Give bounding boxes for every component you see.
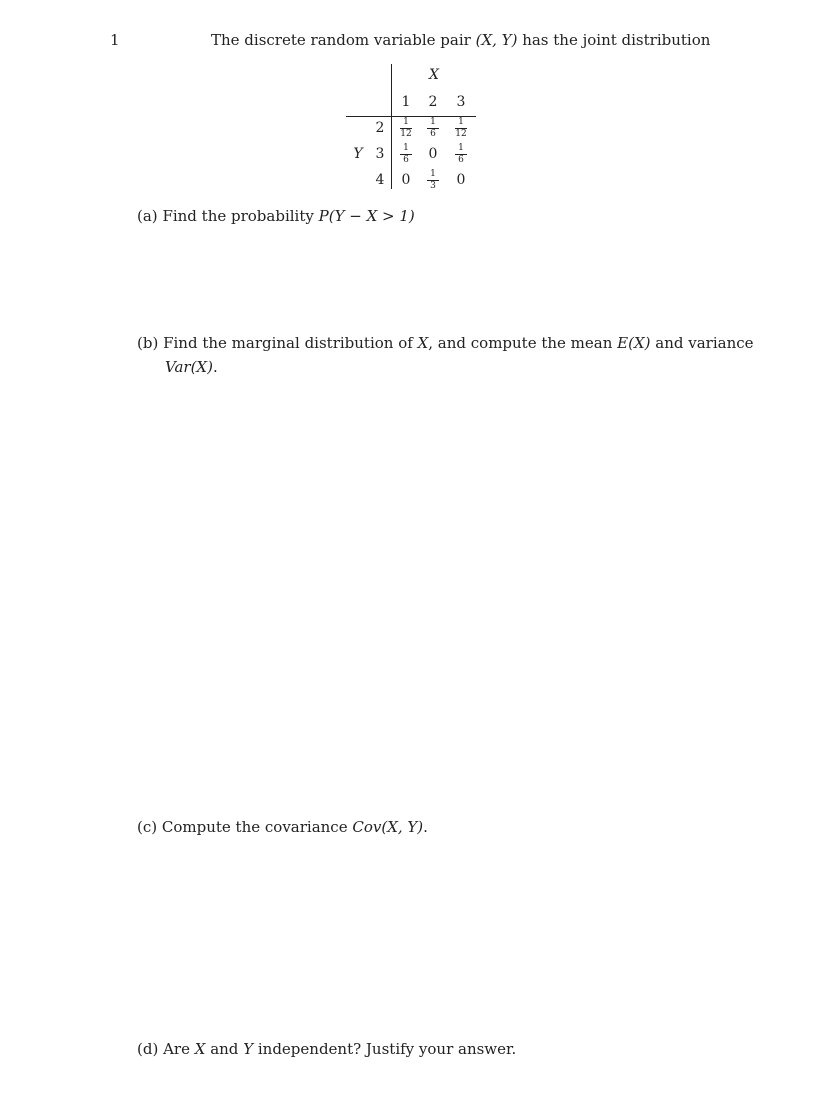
part-d-text3: independent? Justify your answer. xyxy=(253,1040,517,1058)
joint-distribution-table xyxy=(0,0,834,200)
table-vertical-rule xyxy=(391,64,392,189)
part-b-text3: and variance xyxy=(650,334,754,352)
part-c-end: . xyxy=(423,818,428,836)
cell-denominator: 6 xyxy=(430,129,436,139)
cell-y3-x2: 0 xyxy=(428,146,438,162)
cell-numerator: 1 xyxy=(458,117,464,127)
x-value-1: 1 xyxy=(401,94,411,110)
part-b-label: (b) xyxy=(137,334,159,352)
part-a-label: (a) xyxy=(137,207,158,225)
y-axis-label: Y xyxy=(353,146,363,162)
y-value-4: 4 xyxy=(375,172,385,188)
cell-y2-x1 xyxy=(395,118,417,139)
part-b-math1: X xyxy=(417,334,429,352)
cell-denominator: 3 xyxy=(430,181,436,191)
part-a xyxy=(137,207,415,225)
cell-y3-x1 xyxy=(395,144,417,165)
part-d-math1: X xyxy=(194,1040,206,1058)
part-b-math2: E(X) xyxy=(617,334,651,352)
part-b-continuation xyxy=(165,358,218,376)
cell-numerator: 1 xyxy=(403,117,409,127)
x-value-2: 2 xyxy=(428,94,438,110)
intro-math: (X, Y) xyxy=(475,31,518,49)
part-b-text1: Find the marginal distribution of xyxy=(163,334,418,352)
part-c-label: (c) xyxy=(137,818,158,836)
cell-denominator: 12 xyxy=(400,129,412,139)
cell-y4-x3: 0 xyxy=(456,172,466,188)
part-c-text: Compute the covariance xyxy=(161,818,353,836)
cell-y2-x3 xyxy=(450,118,472,139)
cell-y3-x3 xyxy=(450,144,472,165)
y-value-2: 2 xyxy=(375,120,385,136)
cell-numerator: 1 xyxy=(458,143,464,153)
x-axis-label: X xyxy=(429,67,439,83)
x-value-3: 3 xyxy=(456,94,466,110)
y-value-3: 3 xyxy=(375,146,385,162)
cell-denominator: 6 xyxy=(458,155,464,165)
part-d-math2: Y xyxy=(243,1040,254,1058)
part-c-math: Cov(X, Y) xyxy=(352,818,424,836)
part-d-label: (d) xyxy=(137,1040,159,1058)
part-d xyxy=(137,1040,516,1058)
part-a-math: P(Y − X > 1) xyxy=(318,207,415,225)
intro-text-after: has the joint distribution xyxy=(517,31,711,49)
cell-numerator: 1 xyxy=(403,143,409,153)
part-c xyxy=(137,818,428,836)
part-d-text2: and xyxy=(205,1040,244,1058)
part-d-text1: Are xyxy=(163,1040,195,1058)
cell-denominator: 6 xyxy=(403,155,409,165)
cell-y4-x2 xyxy=(422,170,444,191)
cell-numerator: 1 xyxy=(430,169,436,179)
intro-text-before: The discrete random variable pair xyxy=(211,31,476,49)
cell-denominator: 12 xyxy=(455,129,467,139)
problem-number: 1 xyxy=(110,31,120,49)
cell-y2-x2 xyxy=(422,118,444,139)
part-b-text2: , and compute the mean xyxy=(428,334,618,352)
part-b xyxy=(137,334,754,352)
cell-numerator: 1 xyxy=(430,117,436,127)
part-b-text4: . xyxy=(212,358,218,376)
part-a-text: Find the probability xyxy=(162,207,319,225)
table-header-rule xyxy=(346,116,476,117)
part-b-math3: Var(X) xyxy=(165,358,213,376)
cell-y4-x1: 0 xyxy=(401,172,411,188)
